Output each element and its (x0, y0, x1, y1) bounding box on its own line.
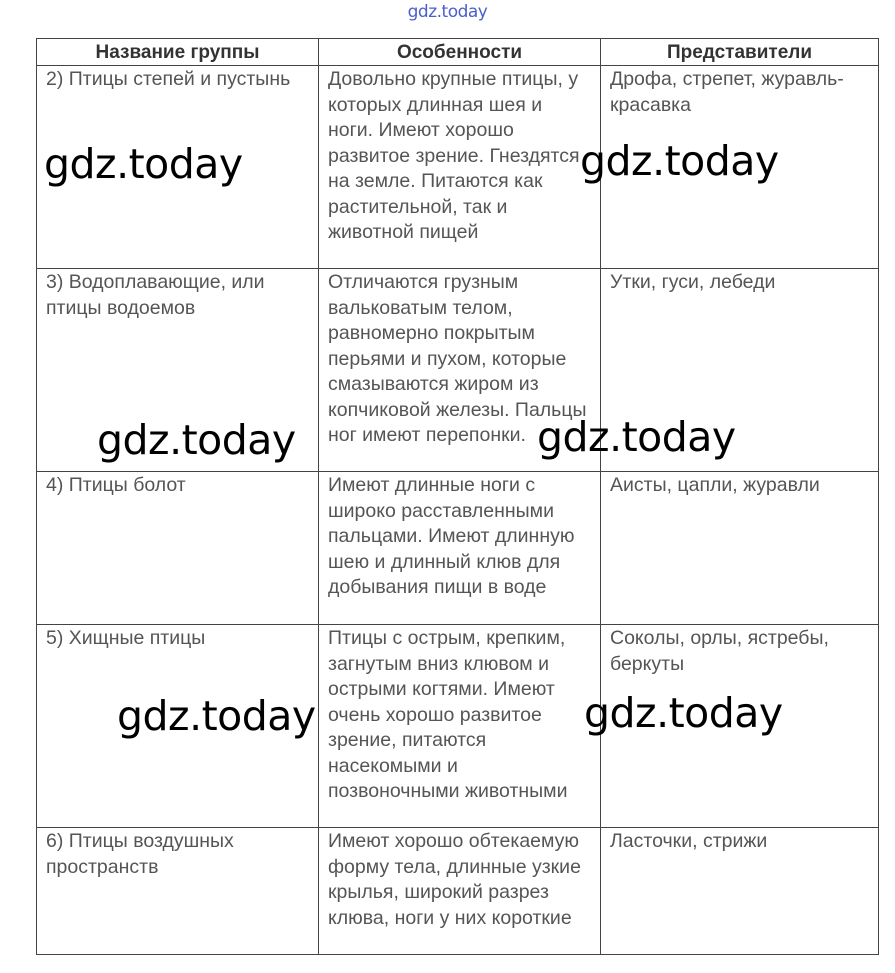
watermark-text: gdz.today (580, 137, 779, 185)
watermark-text: gdz.today (584, 689, 783, 737)
header-group-name: Название группы (37, 39, 319, 66)
watermark-text: gdz.today (117, 692, 316, 740)
table-header-row (37, 39, 879, 66)
cell-representatives: Соколы, орлы, ястребы, беркуты (601, 625, 879, 828)
cell-features: Отличаются грузным вальковатым телом, равномерно покрытым перьями и пухом, которые смазываются жиром из копчиковой железы. Пальцы ног имеют перепонки. (319, 269, 601, 472)
bird-groups-table (36, 38, 879, 955)
header-representatives: Представители (601, 39, 879, 66)
cell-group: 3) Водоплавающие, или птицы водоемов (37, 269, 319, 472)
cell-representatives: Ласточки, стрижи (601, 828, 879, 955)
cell-features: Довольно крупные птицы, у которых длинная шея и ноги. Имеют хорошо развитое зрение. Гнездятся на земле. Питаются как растительной, так и животной пищей (319, 66, 601, 269)
cell-features: Имеют длинные ноги с широко расставленными пальцами. Имеют длинную шею и длинный клюв для добывания пищи в воде (319, 472, 601, 625)
cell-features: Птицы с острым, крепким, загнутым вниз клювом и острыми когтями. Имеют очень хорошо развитое зрение, питаются насекомыми и позвоночными животными (319, 625, 601, 828)
table-row (37, 472, 879, 625)
cell-representatives: Утки, гуси, лебеди (601, 269, 879, 472)
table-row (37, 269, 879, 472)
table-row (37, 66, 879, 269)
watermark-text: gdz.today (44, 140, 243, 188)
cell-group: 6) Птицы воздушных пространств (37, 828, 319, 955)
cell-group: 2) Птицы степей и пустынь (37, 66, 319, 269)
header-features: Особенности (319, 39, 601, 66)
cell-group: 4) Птицы болот (37, 472, 319, 625)
cell-representatives: Дрофа, стрепет, журавль-красавка (601, 66, 879, 269)
watermark-text: gdz.today (537, 413, 736, 461)
cell-representatives: Аисты, цапли, журавли (601, 472, 879, 625)
cell-group: 5) Хищные птицы (37, 625, 319, 828)
table-row (37, 828, 879, 955)
watermark-text: gdz.today (97, 416, 296, 464)
cell-features: Имеют хорошо обтекаемую форму тела, длинные узкие крылья, широкий разрез клюва, ноги у них короткие (319, 828, 601, 955)
table-row (37, 625, 879, 828)
site-watermark-top: gdz.today (407, 2, 488, 22)
